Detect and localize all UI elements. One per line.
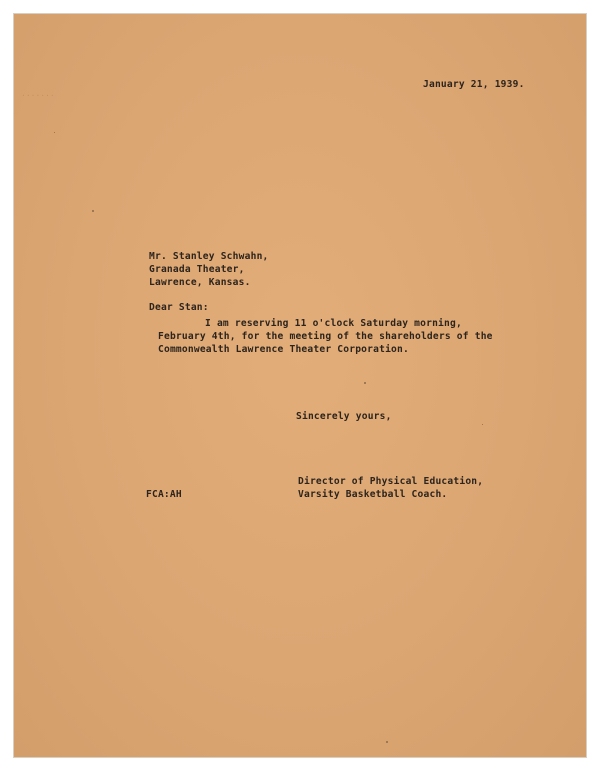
body-line: Commonwealth Lawrence Theater Corporation.: [158, 344, 409, 355]
salutation: Dear Stan:: [149, 302, 209, 313]
letter-date: January 21, 1939.: [423, 79, 525, 90]
signature-title-line: Director of Physical Education,: [298, 476, 484, 487]
closing: Sincerely yours,: [296, 411, 392, 422]
reference-initials: FCA:AH: [146, 489, 182, 500]
paper-fleck: [386, 741, 388, 743]
recipient-line: Mr. Stanley Schwahn,: [149, 251, 269, 262]
signature-title-line: Varsity Basketball Coach.: [298, 489, 448, 500]
recipient-line: Granada Theater,: [149, 264, 245, 275]
paper-fleck: [364, 382, 366, 384]
letter-page: [14, 14, 586, 757]
recipient-line: Lawrence, Kansas.: [149, 277, 251, 288]
paper-fleck: [482, 424, 483, 425]
faint-offset-mark: ·······: [21, 91, 55, 100]
paper-fleck: [54, 132, 55, 133]
paper-fleck: [92, 210, 94, 212]
body-line: I am reserving 11 o'clock Saturday morning,: [205, 318, 462, 329]
body-line: February 4th, for the meeting of the shareholders of the: [158, 331, 493, 342]
